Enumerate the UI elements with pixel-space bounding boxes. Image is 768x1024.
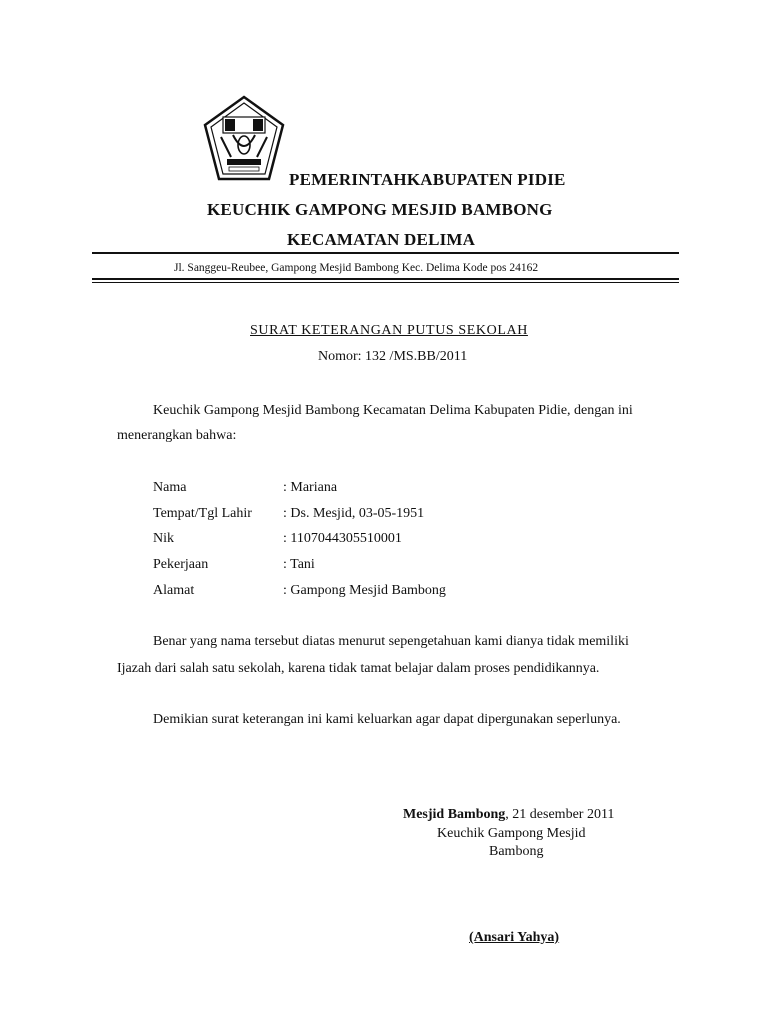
header-rule-bottom-thin (92, 282, 679, 283)
field-label-alamat: Alamat (153, 583, 195, 598)
field-label-nik: Nik (153, 531, 174, 546)
signature-role-1: Keuchik Gampong Mesjid (437, 826, 586, 841)
header-address: Jl. Sanggeu-Reubee, Gampong Mesjid Bambong Kec. Delima Kode pos 24162 (174, 262, 539, 274)
header-line-2: KEUCHIK GAMPONG MESJID BAMBONG (207, 200, 553, 219)
district-emblem-logo (203, 95, 285, 183)
letter-number: Nomor: 132 /MS.BB/2011 (318, 349, 468, 364)
field-value-pekerjaan: : Tani (283, 557, 315, 572)
field-label-birth: Tempat/Tgl Lahir (153, 506, 252, 521)
signature-name: (Ansari Yahya) (469, 930, 560, 945)
signature-date: , 21 desember 2011 (505, 807, 615, 822)
field-value-alamat: : Gampong Mesjid Bambong (283, 583, 446, 598)
field-value-birth: : Ds. Mesjid, 03-05-1951 (283, 506, 425, 521)
intro-line-1: Keuchik Gampong Mesjid Bambong Kecamatan Delima Kabupaten Pidie, dengan ini (153, 403, 633, 418)
letter-title: SURAT KETERANGAN PUTUS SEKOLAH (250, 323, 528, 338)
signature-role-2: Bambong (489, 844, 544, 859)
header-line-1: PEMERINTAHKABUPATEN PIDIE (289, 170, 566, 189)
field-label-nama: Nama (153, 480, 187, 495)
para2-line-2: Ijazah dari salah satu sekolah, karena tidak tamat belajar dalam proses pendidikannya. (117, 661, 600, 676)
para3: Demikian surat keterangan ini kami keluarkan agar dapat dipergunakan seperlunya. (153, 712, 621, 727)
intro-line-2: menerangkan bahwa: (117, 428, 237, 443)
para2-line-1: Benar yang nama tersebut diatas menurut sepengetahuan kami dianya tidak memiliki (153, 634, 629, 649)
signature-place: Mesjid Bambong (403, 807, 506, 822)
header-rule-bottom (92, 278, 679, 280)
header-line-3: KECAMATAN DELIMA (287, 230, 476, 249)
header-rule-top (92, 252, 679, 254)
field-label-pekerjaan: Pekerjaan (153, 557, 209, 572)
signature-place-date (403, 807, 614, 823)
field-value-nama: : Mariana (283, 480, 338, 495)
field-value-nik: : 1107044305510001 (283, 531, 402, 546)
